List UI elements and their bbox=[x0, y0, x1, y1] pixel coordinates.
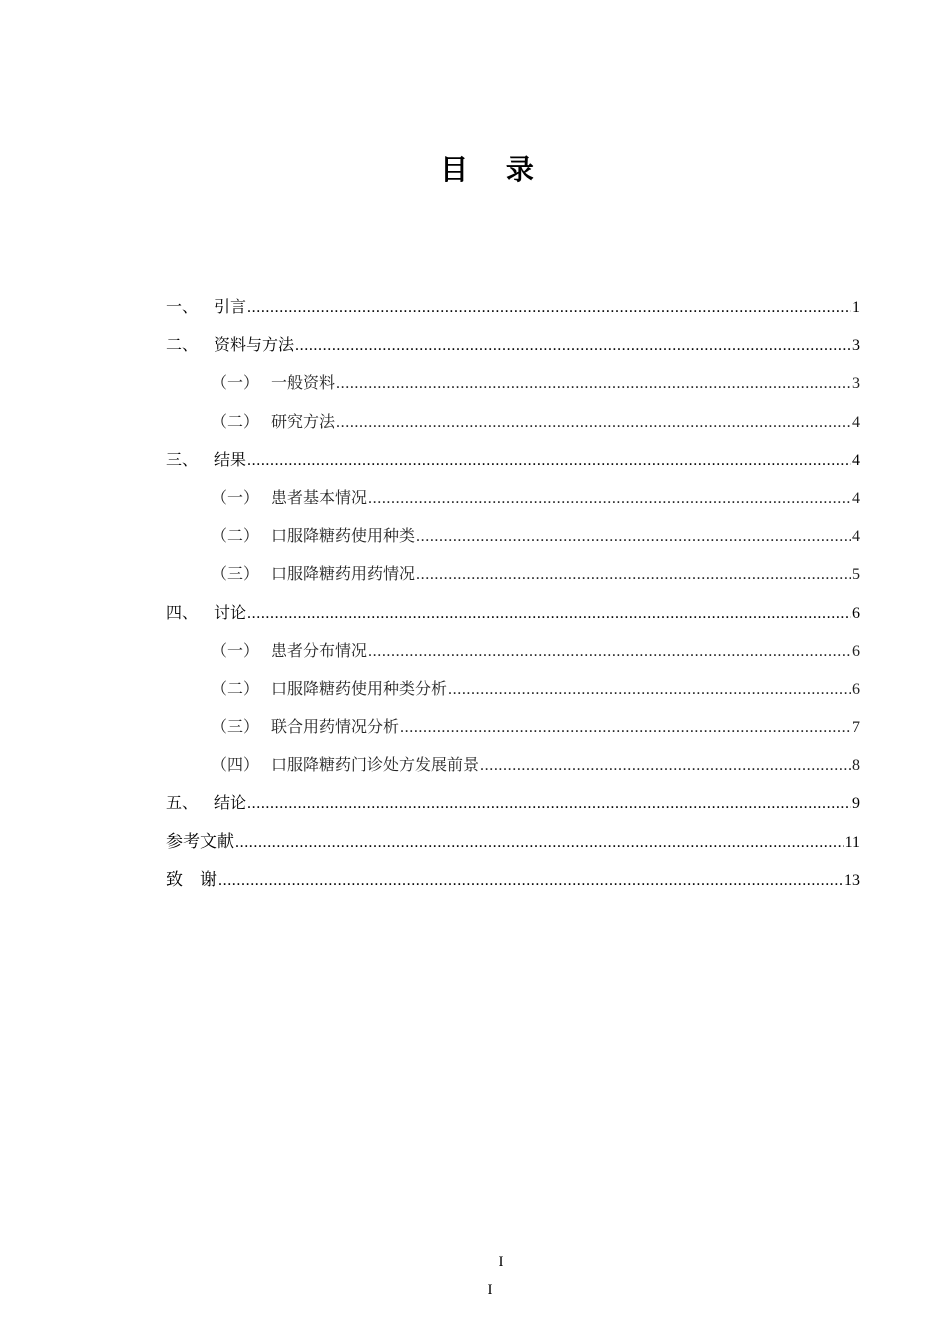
toc-entry-number: （二） bbox=[211, 526, 260, 546]
toc-entry[interactable] bbox=[166, 670, 860, 708]
toc-entry-page: 4 bbox=[852, 489, 860, 507]
toc-entry-page: 6 bbox=[852, 604, 860, 622]
toc-dot-leader bbox=[247, 785, 851, 823]
table-of-contents bbox=[166, 288, 860, 899]
toc-dot-leader bbox=[368, 633, 851, 671]
toc-dot-leader bbox=[295, 327, 851, 365]
toc-dot-leader bbox=[218, 862, 843, 900]
toc-dot-leader bbox=[416, 518, 851, 556]
toc-entry-page: 4 bbox=[852, 451, 860, 469]
toc-entry[interactable] bbox=[166, 441, 860, 479]
toc-entry[interactable] bbox=[166, 479, 860, 517]
toc-entry-number: （一） bbox=[211, 640, 260, 660]
toc-entry[interactable] bbox=[166, 403, 860, 441]
toc-entry-page: 6 bbox=[852, 680, 860, 698]
toc-entry[interactable] bbox=[166, 632, 860, 670]
page-title: 目 录 bbox=[440, 153, 548, 186]
toc-entry-label: 讨论 bbox=[214, 602, 247, 622]
toc-entry-page: 7 bbox=[852, 719, 860, 737]
toc-entry-number: 三、 bbox=[166, 449, 199, 469]
toc-entry-page: 1 bbox=[852, 299, 860, 316]
footer-page-number-repeat: I bbox=[487, 1282, 493, 1298]
toc-entry-page: 4 bbox=[852, 528, 860, 546]
toc-entry-label: 口服降糖药门诊处方发展前景 bbox=[271, 755, 480, 775]
toc-entry-page: 11 bbox=[844, 833, 860, 851]
toc-entry-page: 4 bbox=[852, 413, 860, 431]
toc-dot-leader bbox=[247, 289, 851, 327]
toc-entry-page: 6 bbox=[852, 642, 860, 660]
toc-entry[interactable] bbox=[166, 823, 860, 861]
toc-entry-label: 引言 bbox=[214, 297, 247, 316]
toc-entry-page: 5 bbox=[852, 566, 860, 584]
toc-entry-number: 二、 bbox=[166, 335, 199, 355]
toc-entry-number: （二） bbox=[211, 411, 260, 431]
toc-entry-label: 联合用药情况分析 bbox=[271, 717, 400, 737]
toc-entry[interactable] bbox=[166, 364, 860, 402]
toc-entry-label: 患者分布情况 bbox=[271, 640, 368, 660]
toc-dot-leader bbox=[247, 595, 851, 633]
toc-entry[interactable] bbox=[166, 517, 860, 555]
toc-dot-leader bbox=[416, 556, 851, 594]
footer-page-number: I bbox=[498, 1254, 504, 1270]
toc-entry-label: 口服降糖药使用种类 bbox=[271, 526, 416, 546]
toc-dot-leader bbox=[480, 747, 851, 785]
toc-entry-number: （一） bbox=[211, 373, 260, 393]
toc-dot-leader bbox=[247, 442, 851, 480]
toc-entry[interactable] bbox=[166, 861, 860, 899]
toc-dot-leader bbox=[368, 480, 851, 518]
toc-entry-number: （三） bbox=[211, 717, 260, 737]
toc-entry[interactable] bbox=[166, 594, 860, 632]
toc-entry-number: （四） bbox=[211, 755, 260, 775]
toc-entry-label: 患者基本情况 bbox=[271, 487, 368, 507]
toc-dot-leader bbox=[235, 824, 844, 862]
toc-entry[interactable] bbox=[166, 326, 860, 364]
toc-entry-label: 口服降糖药用药情况 bbox=[271, 564, 416, 584]
toc-entry[interactable] bbox=[166, 784, 860, 822]
toc-entry-page: 3 bbox=[852, 375, 860, 393]
toc-entry-label: 结论 bbox=[214, 793, 247, 813]
toc-entry[interactable] bbox=[166, 288, 860, 326]
toc-dot-leader bbox=[448, 671, 851, 709]
toc-entry-page: 3 bbox=[852, 337, 860, 355]
toc-entry[interactable] bbox=[166, 555, 860, 593]
toc-entry-label: 一般资料 bbox=[271, 373, 336, 393]
toc-entry-number: （一） bbox=[211, 487, 260, 507]
toc-entry-number: （三） bbox=[211, 564, 260, 584]
toc-entry-label: 研究方法 bbox=[271, 411, 336, 431]
toc-entry-label: 资料与方法 bbox=[214, 335, 295, 355]
toc-dot-leader bbox=[336, 404, 851, 442]
toc-entry[interactable] bbox=[166, 746, 860, 784]
toc-dot-leader bbox=[400, 709, 851, 747]
toc-entry-number: 四、 bbox=[166, 602, 199, 622]
toc-entry-page: 8 bbox=[852, 757, 860, 775]
toc-entry-label: 致 谢 bbox=[166, 869, 217, 890]
toc-entry[interactable] bbox=[166, 708, 860, 746]
toc-dot-leader bbox=[336, 365, 851, 403]
toc-entry-number: 五、 bbox=[166, 793, 199, 813]
toc-entry-label: 结果 bbox=[214, 449, 247, 469]
toc-entry-label: 口服降糖药使用种类分析 bbox=[271, 678, 448, 698]
toc-entry-number: （二） bbox=[211, 678, 260, 698]
toc-entry-page: 13 bbox=[844, 871, 860, 889]
toc-entry-number: 一、 bbox=[166, 297, 199, 316]
toc-entry-page: 9 bbox=[852, 795, 860, 813]
toc-entry-label: 参考文献 bbox=[166, 831, 234, 852]
